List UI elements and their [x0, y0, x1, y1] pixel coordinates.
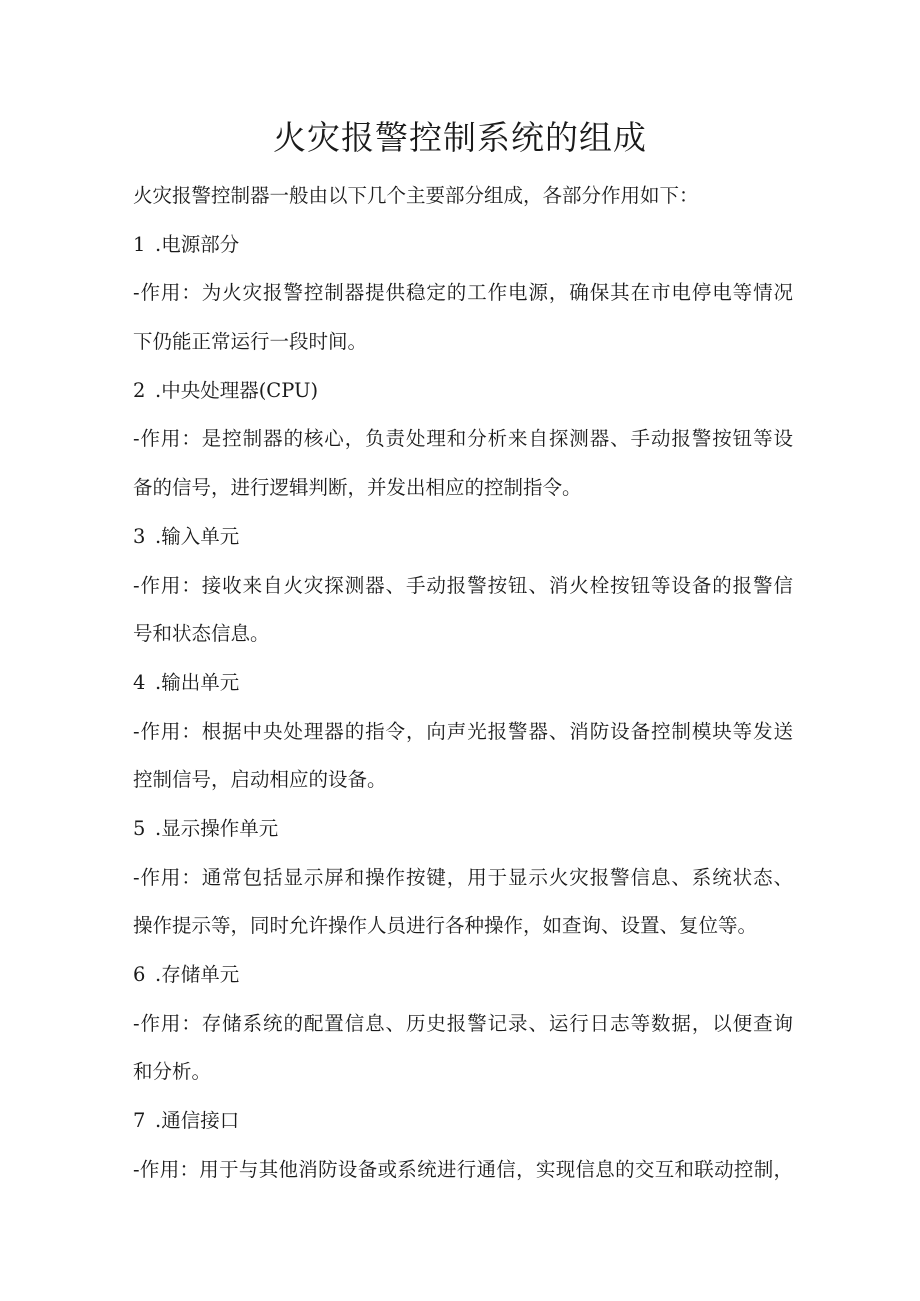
section-number: 4 — [133, 670, 146, 694]
section-text-line: -作用：是控制器的核心，负责处理和分析来自探测器、手动报警按钮等设 — [133, 427, 793, 451]
section-number: 3 — [133, 524, 146, 548]
section-text-line: 号和状态信息。 — [133, 622, 270, 646]
section-title: .中央处理器(CPU) — [155, 378, 319, 402]
section-text-line: -作用：根据中央处理器的指令，向声光报警器、消防设备控制模块等发送 — [133, 719, 793, 743]
section-text-line: -作用：接收来自火灾探测器、手动报警按钮、消火栓按钮等设备的报警信 — [133, 573, 793, 597]
section-text-line: 和分析。 — [133, 1060, 212, 1084]
document-body — [133, 172, 793, 1194]
section-text-line: -作用：通常包括显示屏和操作按键，用于显示火灾报警信息、系统状态、 — [133, 865, 793, 889]
section-text-line: -作用：存储系统的配置信息、历史报警记录、运行日志等数据，以便查询 — [133, 1011, 793, 1035]
section-number: 5 — [133, 816, 146, 840]
section-title: .通信接口 — [155, 1109, 240, 1133]
section-text-line: 备的信号，进行逻辑判断，并发出相应的控制指令。 — [133, 476, 582, 500]
section-title: .输入单元 — [155, 524, 240, 548]
section-title: .显示操作单元 — [155, 816, 279, 840]
section-number: 6 — [133, 963, 146, 986]
intro-paragraph: 火灾报警控制器一般由以下几个主要部分组成，各部分作用如下： — [133, 184, 699, 207]
section-heading-power — [133, 221, 793, 270]
section-text-line: 操作提示等，同时允许操作人员进行各种操作，如查询、设置、复位等。 — [133, 914, 758, 938]
section-number: 1 — [133, 232, 146, 256]
section-text-line: 控制信号，启动相应的设备。 — [133, 768, 387, 792]
section-heading-output-unit — [133, 659, 793, 708]
section-number: 7 — [133, 1109, 146, 1133]
section-title: .存储单元 — [155, 963, 240, 986]
section-heading-display-unit — [133, 805, 793, 854]
document-title: 火灾报警控制系统的组成 — [273, 118, 647, 157]
section-text-line: -作用：为火灾报警控制器提供稳定的工作电源，确保其在市电停电等情况 — [133, 281, 793, 305]
section-heading-storage-unit — [133, 951, 793, 1000]
section-title: .输出单元 — [155, 670, 240, 694]
section-text-line: -作用：用于与其他消防设备或系统进行通信，实现信息的交互和联动控制， — [133, 1157, 793, 1181]
section-heading-cpu — [133, 367, 793, 416]
section-title: .电源部分 — [155, 232, 240, 256]
section-heading-comm-interface — [133, 1097, 793, 1146]
section-text-line: 下仍能正常运行一段时间。 — [133, 330, 368, 354]
section-heading-input-unit — [133, 513, 793, 562]
section-number: 2 — [133, 378, 146, 402]
